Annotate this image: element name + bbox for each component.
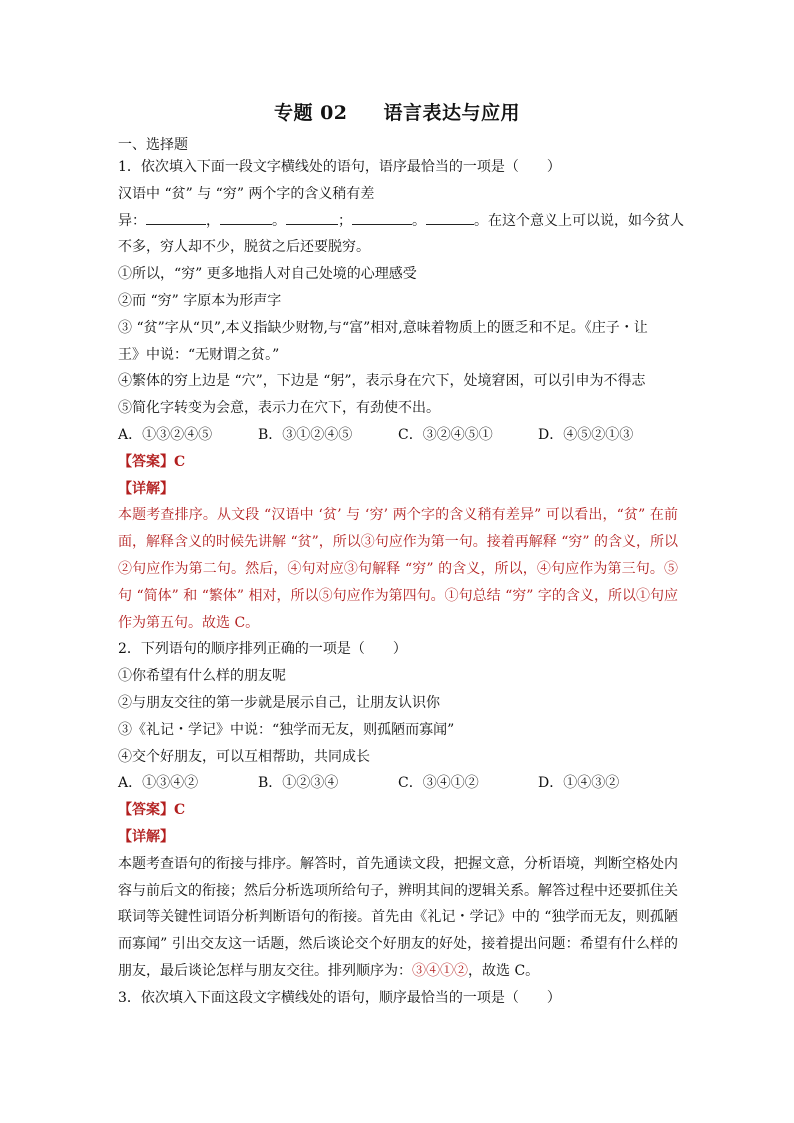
- q1-sep: ；: [338, 212, 352, 229]
- q2-item: ②与朋友交往的第一步就是展示自己，让朋友认识你: [118, 694, 440, 711]
- option-b: B．③①②④⑤: [258, 426, 353, 443]
- q1-item: 王》中说：“无财谓之贫。”: [118, 346, 280, 363]
- q1-passage-line2: [118, 208, 684, 235]
- q2-item: ①你希望有什么样的朋友呢: [118, 668, 286, 685]
- section-heading: 一、选择题: [118, 137, 188, 153]
- option-d: D．④⑤②①③: [538, 426, 634, 443]
- q1-passage-line1: 汉语中 “贫” 与 “穷” 两个字的含义稍有差: [118, 185, 375, 202]
- q1-detail-label: 【详解】: [118, 480, 174, 497]
- q1-item: ⑤简化字转变为会意，表示力在穴下，有劲使不出。: [118, 400, 440, 417]
- option-a: A．①③②④⑤: [118, 426, 213, 443]
- blank-2: [220, 210, 272, 225]
- option-b: B．①②③④: [258, 775, 339, 792]
- q1-passage-prefix: 异：: [118, 212, 146, 229]
- option-a: A．①③④②: [118, 775, 199, 792]
- q1-detail-text: 本题考查排序。从文段 “汉语中 ‘贫’ 与 ‘穷’ 两个字的含义稍有差异” 可以看出，“贫” 在前面，解释含义的时候先讲解 “贫”，所以③句应作为第一句。接着再解释 “穷” 的含义，所以②句应作为第二句。然后，④句对应③句解释 “穷” 的含义，所以，④句应作为第三句。⑤句 “简体” 和 “繁体” 相对，所以⑤句应作为第四句。①句总结 “穷” 字的含义，所以①句应作为第五句。故选 C。: [118, 507, 678, 631]
- blank-4: [352, 210, 412, 225]
- blank-3: [286, 210, 338, 225]
- q2-item: ③《礼记・学记》中说：“独学而无友，则孤陋而寡闻”: [118, 721, 455, 738]
- q1-sep: ，: [206, 212, 220, 229]
- q2-stem: 2．下列语句的顺序排列正确的一项是（ ）: [118, 641, 407, 658]
- option-d: D．①④③②: [538, 775, 620, 792]
- page-title: [0, 98, 794, 125]
- q1-sep: 。: [272, 212, 286, 229]
- blank-1: [146, 210, 206, 225]
- q1-item: ②而 “穷” 字原本为形声字: [118, 292, 282, 309]
- option-c: C．③②④⑤①: [398, 426, 493, 443]
- q2-answer: [118, 797, 678, 824]
- q2-detail-text: [118, 851, 678, 985]
- q3-stem: 3．依次填入下面这段文字横线处的语句，顺序最恰当的一项是（ ）: [118, 989, 561, 1006]
- q1-sep: 。: [412, 212, 426, 229]
- q1-item: ①所以，“穷” 更多地指人对自己处境的心理感受: [118, 266, 417, 283]
- q1-options: [118, 422, 678, 449]
- q2-detail-end: ，故选 C。: [468, 962, 540, 979]
- document-body: [118, 137, 684, 1012]
- q2-detail-label: 【详解】: [118, 828, 174, 845]
- title-topic-name: 语言表达与应用: [383, 102, 521, 124]
- answer-label: 【答案】: [118, 802, 174, 819]
- answer-value: C: [174, 453, 186, 470]
- q2-detail-main: 本题考查语句的衔接与排序。解答时，首先通读文段，把握文意，分析语境，判断空格处内容与前后文的衔接；然后分析选项所给句子，辨明其间的逻辑关系。解答过程中还要抓住关联词等关键性词语分析判断语句的衔接。首先由《礼记・学记》中的 “独学而无友，则孤陋而寡闻” 引出交友这一话题，然后谈论交个好朋友的好处，接着提出问题：希望有什么样的朋友，最后谈论怎样与朋友交往。排列顺序为：: [118, 855, 678, 979]
- q1-passage-suffix: 。在这个意义上可以说，如今贫人: [474, 212, 684, 229]
- q1-item: ④繁体的穷上边是 “穴”，下边是 “躬”，表示身在穴下，处境窘困，可以引申为不得志: [118, 373, 646, 390]
- q1-item: ③ “贫”字从“贝”,本义指缺少财物,与“富”相对,意味着物质上的匮乏和不足。《庄子・让: [118, 319, 648, 336]
- q1-passage-line3: 不多，穷人却不少，脱贫之后还要脱穷。: [118, 239, 370, 256]
- answer-value: C: [174, 802, 186, 819]
- title-topic-number: 专题 02: [273, 102, 348, 124]
- blank-5: [426, 210, 474, 225]
- q2-detail-order: ③④①②: [412, 962, 468, 979]
- q2-item: ④交个好朋友，可以互相帮助，共同成长: [118, 748, 370, 765]
- q1-answer: [118, 449, 678, 476]
- q1-stem: 1．依次填入下面一段文字横线处的语句，语序最恰当的一项是（ ）: [118, 159, 561, 175]
- q2-options: [118, 770, 678, 797]
- answer-label: 【答案】: [118, 453, 174, 470]
- option-c: C．③④①②: [398, 775, 479, 792]
